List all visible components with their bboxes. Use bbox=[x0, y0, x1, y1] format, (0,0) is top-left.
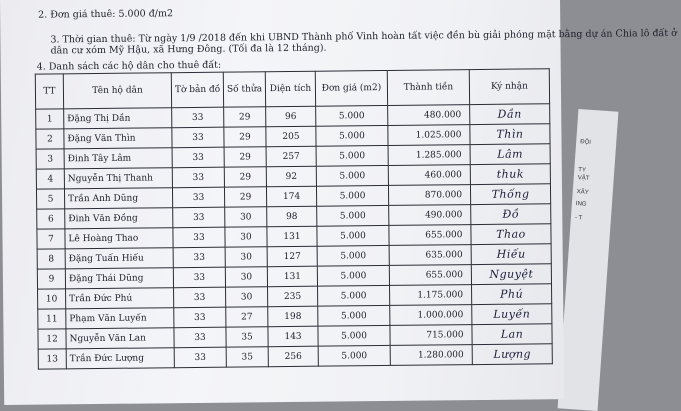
signature-cell: Dần bbox=[470, 104, 550, 125]
total-amount-cell: 1.000.000 bbox=[390, 305, 472, 326]
area-cell: 131 bbox=[267, 266, 317, 287]
total-amount-cell: 490.000 bbox=[389, 205, 471, 226]
signature-cell: Hiếu bbox=[471, 244, 551, 265]
household-list-heading: 4. Danh sách các hộ dân cho thuê đất: bbox=[36, 59, 222, 73]
map-sheet-cell: 33 bbox=[173, 247, 225, 268]
total-amount-cell: 655.000 bbox=[389, 265, 471, 286]
unit-price-cell: 5.000 bbox=[318, 345, 390, 366]
area-cell: 127 bbox=[267, 246, 317, 267]
row-number-cell: 3 bbox=[36, 149, 64, 169]
area-cell: 174 bbox=[266, 186, 316, 207]
total-amount-cell: 715.000 bbox=[390, 325, 472, 346]
map-sheet-cell: 33 bbox=[173, 227, 225, 248]
signature-cell: Lượng bbox=[472, 344, 552, 365]
area-cell: 96 bbox=[266, 106, 316, 127]
area-cell: 98 bbox=[267, 206, 317, 227]
row-number-cell: 1 bbox=[36, 109, 64, 129]
row-number-cell: 8 bbox=[37, 249, 65, 269]
header-signature: Ký nhận bbox=[469, 69, 549, 105]
row-number-cell: 9 bbox=[37, 269, 65, 289]
area-cell: 131 bbox=[267, 226, 317, 247]
signature-cell: Lâm bbox=[470, 144, 550, 165]
household-name-cell: Lê Hoàng Thao bbox=[65, 228, 173, 249]
header-area: Diện tích bbox=[265, 71, 315, 107]
row-number-cell: 10 bbox=[38, 289, 66, 309]
total-amount-cell: 870.000 bbox=[388, 185, 470, 206]
row-number-cell: 13 bbox=[38, 349, 66, 369]
area-cell: 257 bbox=[266, 146, 316, 167]
map-sheet-cell: 33 bbox=[174, 347, 226, 368]
row-number-cell: 4 bbox=[36, 169, 64, 189]
household-name-cell: Đặng Văn Thìn bbox=[64, 128, 172, 149]
map-sheet-cell: 33 bbox=[172, 127, 224, 148]
row-number-cell: 11 bbox=[38, 309, 66, 329]
plot-number-cell: 30 bbox=[225, 247, 267, 267]
unit-price-cell: 5.000 bbox=[317, 205, 389, 226]
header-plot-number: Số thửa bbox=[223, 72, 265, 107]
side-text: TY bbox=[578, 167, 587, 174]
map-sheet-cell: 33 bbox=[174, 287, 226, 308]
unit-price-cell: 5.000 bbox=[317, 225, 389, 246]
unit-price-cell: 5.000 bbox=[316, 125, 388, 146]
total-amount-cell: 480.000 bbox=[388, 105, 470, 126]
rental-period-line-2: dân cư xóm Mỹ Hậu, xã Hưng Đông. (Tối đa là 12 tháng). bbox=[50, 42, 327, 57]
household-table bbox=[35, 68, 553, 369]
rental-price-line: 2. Đơn giá thuê: 5.000 đ/m2 bbox=[38, 8, 174, 21]
side-text: - T bbox=[574, 214, 583, 222]
signature-cell: Lan bbox=[472, 324, 552, 345]
area-cell: 205 bbox=[266, 126, 316, 147]
side-text: VẬT bbox=[577, 175, 590, 182]
side-text: ĐỘI bbox=[579, 139, 592, 146]
map-sheet-cell: 33 bbox=[174, 327, 226, 348]
side-text: ING bbox=[575, 201, 587, 208]
plot-number-cell: 27 bbox=[226, 307, 268, 327]
household-name-cell: Đặng Tuấn Hiếu bbox=[65, 248, 173, 269]
header-tt: TT bbox=[35, 74, 63, 109]
plot-number-cell: 29 bbox=[224, 147, 266, 167]
area-cell: 256 bbox=[268, 346, 318, 367]
map-sheet-cell: 33 bbox=[172, 107, 224, 128]
area-cell: 92 bbox=[266, 166, 316, 187]
unit-price-cell: 5.000 bbox=[318, 305, 390, 326]
plot-number-cell: 30 bbox=[226, 287, 268, 307]
area-cell: 198 bbox=[268, 306, 318, 327]
plot-number-cell: 29 bbox=[224, 187, 266, 207]
area-cell: 235 bbox=[268, 286, 318, 307]
household-name-cell: Đặng Thái Dũng bbox=[65, 268, 173, 289]
household-name-cell: Đinh Văn Đồng bbox=[65, 208, 173, 229]
household-name-cell: Đinh Tây Lâm bbox=[64, 148, 172, 169]
household-name-cell: Nguyễn Văn Lan bbox=[66, 328, 174, 349]
header-map-sheet: Tờ bản đồ bbox=[171, 72, 223, 108]
household-name-cell: Trần Anh Dũng bbox=[64, 188, 172, 209]
row-number-cell: 12 bbox=[38, 329, 66, 349]
map-sheet-cell: 33 bbox=[173, 267, 225, 288]
plot-number-cell: 29 bbox=[224, 127, 266, 147]
map-sheet-cell: 33 bbox=[172, 147, 224, 168]
signature-cell: Thống bbox=[470, 184, 550, 205]
plot-number-cell: 30 bbox=[225, 267, 267, 287]
signature-cell: Luyến bbox=[472, 304, 552, 325]
household-name-cell: Nguyễn Thị Thanh bbox=[64, 168, 172, 189]
signature-cell: Phú bbox=[472, 284, 552, 305]
row-number-cell: 7 bbox=[37, 229, 65, 249]
unit-price-cell: 5.000 bbox=[317, 265, 389, 286]
adjacent-page bbox=[558, 109, 619, 411]
total-amount-cell: 655.000 bbox=[389, 225, 471, 246]
signature-cell: Nguyệt bbox=[471, 264, 551, 285]
area-cell: 143 bbox=[268, 326, 318, 347]
row-number-cell: 2 bbox=[36, 129, 64, 149]
signature-cell: Đồ bbox=[471, 204, 551, 225]
map-sheet-cell: 33 bbox=[173, 207, 225, 228]
header-unit-price: Đơn giá (m2) bbox=[315, 70, 387, 106]
household-name-cell: Phạm Văn Luyến bbox=[66, 308, 174, 329]
unit-price-cell: 5.000 bbox=[318, 285, 390, 306]
signature-cell: Thìn bbox=[470, 124, 550, 145]
household-name-cell: Trần Đức Lượng bbox=[66, 348, 174, 369]
rental-period-line-1: 3. Thời gian thuê: Từ ngày 1/9 /2018 đến khi UBND Thành phố Vinh hoàn tất việc đền bù giải phóng mặt bằng dự án Chia lô đất ở bbox=[50, 27, 677, 46]
side-text: XÂY bbox=[576, 189, 589, 196]
plot-number-cell: 29 bbox=[224, 107, 266, 127]
total-amount-cell: 1.175.000 bbox=[390, 285, 472, 306]
map-sheet-cell: 33 bbox=[172, 187, 224, 208]
header-total-amount: Thành tiền bbox=[387, 70, 469, 106]
header-household-name: Tên hộ dân bbox=[63, 73, 171, 109]
unit-price-cell: 5.000 bbox=[317, 245, 389, 266]
total-amount-cell: 1.280.000 bbox=[390, 345, 472, 366]
plot-number-cell: 29 bbox=[224, 167, 266, 187]
plot-number-cell: 30 bbox=[225, 227, 267, 247]
unit-price-cell: 5.000 bbox=[316, 105, 388, 126]
plot-number-cell: 30 bbox=[225, 207, 267, 227]
map-sheet-cell: 33 bbox=[172, 167, 224, 188]
table-row bbox=[38, 344, 552, 369]
total-amount-cell: 460.000 bbox=[388, 165, 470, 186]
household-name-cell: Đặng Thị Dần bbox=[64, 108, 172, 129]
signature-cell: thuk bbox=[470, 164, 550, 185]
unit-price-cell: 5.000 bbox=[316, 165, 388, 186]
total-amount-cell: 1.025.000 bbox=[388, 125, 470, 146]
table-header-row bbox=[35, 69, 549, 109]
row-number-cell: 5 bbox=[36, 189, 64, 209]
signature-cell: Thao bbox=[471, 224, 551, 245]
total-amount-cell: 1.285.000 bbox=[388, 145, 470, 166]
total-amount-cell: 635.000 bbox=[389, 245, 471, 266]
unit-price-cell: 5.000 bbox=[318, 325, 390, 346]
unit-price-cell: 5.000 bbox=[316, 185, 388, 206]
map-sheet-cell: 33 bbox=[174, 307, 226, 328]
plot-number-cell: 35 bbox=[226, 327, 268, 347]
household-name-cell: Trần Đức Phú bbox=[66, 288, 174, 309]
plot-number-cell: 35 bbox=[226, 347, 268, 367]
unit-price-cell: 5.000 bbox=[316, 145, 388, 166]
row-number-cell: 6 bbox=[37, 209, 65, 229]
